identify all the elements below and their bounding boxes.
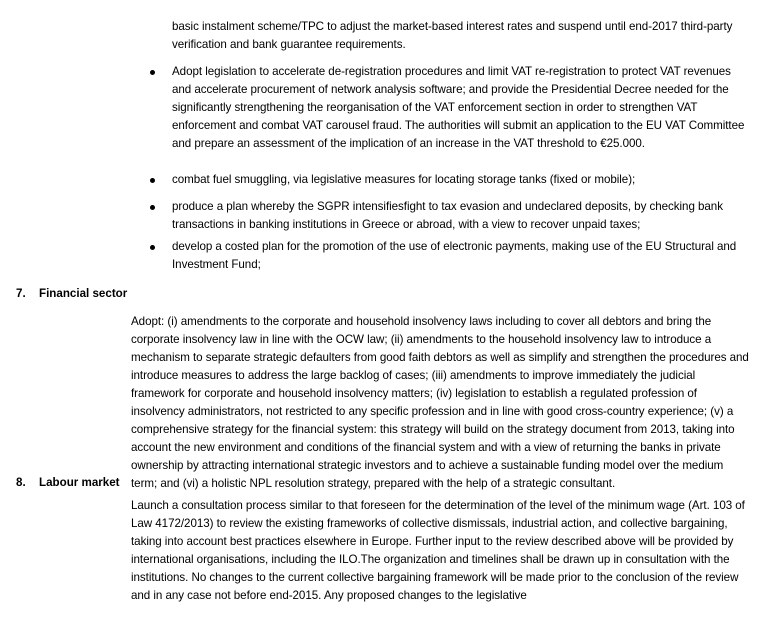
bullet-text: produce a plan whereby the SGPR intensifiesfight to tax evasion and undeclared deposits, by checking bank transactions in banking institutions in Greece or abroad, with a view to recover unpaid taxes; — [172, 200, 723, 231]
section-body: Launch a consultation process similar to that foreseen for the determination of the level of the minimum wage (Art. 103 of Law 4172/2013) to review the existing frameworks of collective dismissals, industrial action, and collective bargaining, taking into account best practices elsewhere in Europe. Further input to the review described above will be provided by international organisations, including the ILO.The organization and timelines shall be drawn up in consultation with the institutions. No changes to the current collective bargaining framework will be made prior to the conclusion of the review and in any case not before end-2015. Any proposed changes to the legislative — [131, 499, 745, 602]
bullet-text: combat fuel smuggling, via legislative measures for locating storage tanks (fixed or mobile); — [172, 173, 636, 186]
section-number: 8. — [16, 476, 26, 489]
section-number: 7. — [16, 287, 26, 300]
bullet-icon — [150, 70, 155, 75]
bullet-icon — [150, 178, 155, 183]
section-title: Financial sector — [39, 287, 128, 300]
bullet-text: Adopt legislation to accelerate de-registration procedures and limit VAT re-registration to protect VAT revenues and accelerate procurement of network analysis software; and provide the Presidential Decree needed for the significantly strengthening the reorganisation of the VAT enforcement section in order to strengthen VAT enforcement and combat VAT carousel fraud. The authorities will submit an application to the EU VAT Committee and prepare an assessment of the implication of an increase in the VAT threshold to €25.000. — [172, 65, 745, 150]
bullet-icon — [150, 245, 155, 250]
bullet-icon — [150, 205, 155, 210]
section-title: Labour market — [39, 476, 120, 489]
continuation-paragraph: basic instalment scheme/TPC to adjust the market-based interest rates and suspend until end-2017 third-party verification and bank guarantee requirements. — [172, 20, 733, 51]
bullet-text: develop a costed plan for the promotion of the use of electronic payments, making use of the EU Structural and Investment Fund; — [172, 240, 737, 271]
section-body: Adopt: (i) amendments to the corporate and household insolvency laws including to cover all debtors and bring the corporate insolvency law in line with the OCW law; (ii) amendments to the household insolvency law to introduce a mechanism to separate strategic defaulters from good faith debtors as well as simplify and strengthen the procedures and introduce measures to address the large backlog of cases; (iii) amendments to improve immediately the judicial framework for corporate and household insolvency matters; (iv) legislation to establish a regulated profession of insolvency administrators, not restricted to any specific profession and in line with good cross-country experience; (v) a comprehensive strategy for the financial system: this strategy will build on the strategy document from 2013, taking into account the new environment and conditions of the financial system and with a view of returning the banks in private ownership by attracting international strategic investors and to achieve a sustainable funding model over the medium term; and (vi) a holistic NPL resolution strategy, prepared with the help of a strategic consultant. — [131, 315, 749, 490]
